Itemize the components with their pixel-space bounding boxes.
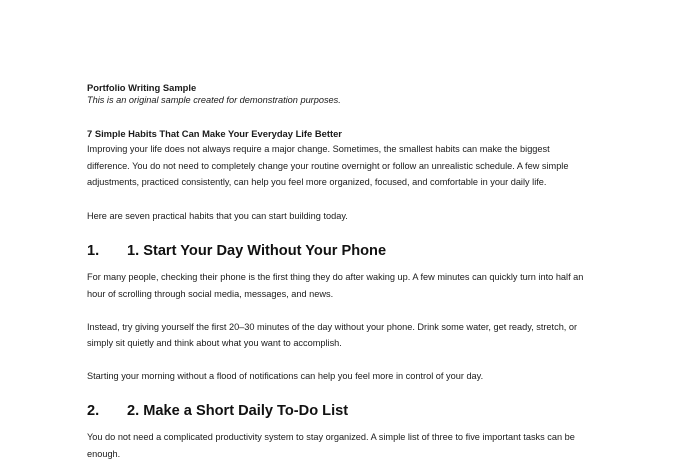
paragraph-line: enough. <box>87 448 121 459</box>
list-number: 2. <box>87 403 100 420</box>
lead-paragraph: Here are seven practical habits that you can start building today. <box>87 210 348 221</box>
intro-line: adjustments, practiced consistently, can help you feel more organized, focused, and comfortable in your daily life. <box>87 177 547 188</box>
section-heading <box>87 242 647 260</box>
article-title: 7 Simple Habits That Can Make Your Everyday Life Better <box>87 128 342 139</box>
paragraph-line: simply sit quietly and think about what you want to accomplish. <box>87 338 342 349</box>
section-heading-text: 1. Start Your Day Without Your Phone <box>127 243 387 260</box>
section-heading-text: 2. Make a Short Daily To-Do List <box>127 403 349 420</box>
section-paragraph <box>87 319 647 352</box>
section-heading <box>87 402 647 420</box>
section-paragraph <box>87 429 647 462</box>
intro-line: Improving your life does not always require a major change. Sometimes, the smallest habits can make the biggest <box>87 144 550 154</box>
header-title: Portfolio Writing Sample <box>87 82 197 93</box>
paragraph-line: Starting your morning without a flood of notifications can help you feel more in control of your day. <box>87 370 484 381</box>
list-number: 1. <box>87 243 100 260</box>
paragraph-line: You do not need a complicated productivity system to stay organized. A simple list of three to five important tasks can be <box>87 432 575 443</box>
paragraph-line: Instead, try giving yourself the first 20–30 minutes of the day without your phone. Drink some water, get ready, stretch, or <box>87 321 578 332</box>
paragraph-line: hour of scrolling through social media, messages, and news. <box>87 288 334 299</box>
section-paragraph <box>87 368 647 385</box>
document-page <box>87 82 647 463</box>
section-paragraph <box>87 269 647 302</box>
paragraph-line: For many people, checking their phone is the first thing they do after waking up. A few minutes can quickly turn into half an <box>87 272 584 283</box>
intro-line: difference. You do not need to completely change your routine overnight or follow an unrealistic schedule. A few simple <box>87 160 569 171</box>
header-note: This is an original sample created for demonstration purposes. <box>87 95 341 105</box>
intro-paragraph <box>87 141 647 191</box>
